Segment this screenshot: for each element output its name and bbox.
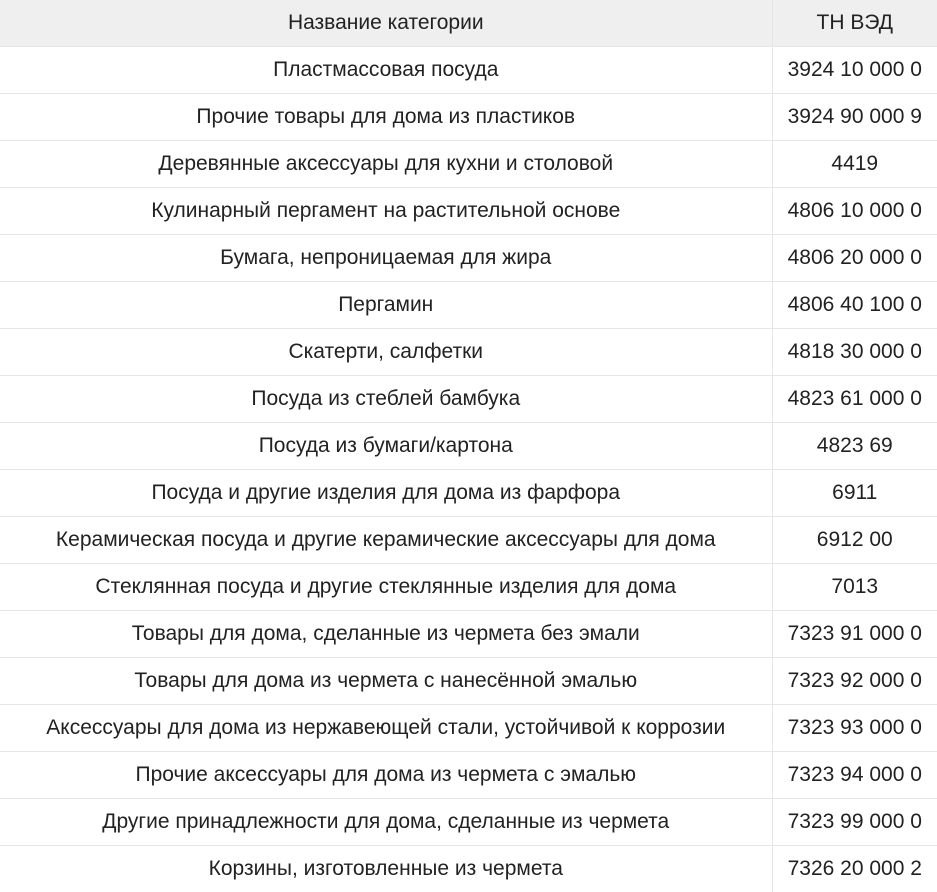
- tn-ved-code-cell: 7323 94 000 0: [772, 752, 937, 799]
- category-name-cell: Кулинарный пергамент на растительной основе: [0, 188, 772, 235]
- header-category-name: Название категории: [0, 0, 772, 47]
- table-row: [0, 47, 937, 94]
- category-name-cell: Деревянные аксессуары для кухни и столовой: [0, 141, 772, 188]
- category-name-cell: Прочие аксессуары для дома из чермета с эмалью: [0, 752, 772, 799]
- category-name-cell: Аксессуары для дома из нержавеющей стали, устойчивой к коррозии: [0, 705, 772, 752]
- table-row: [0, 470, 937, 517]
- table-row: [0, 329, 937, 376]
- category-name-cell: Пергамин: [0, 282, 772, 329]
- category-name-cell: Посуда из бумаги/картона: [0, 423, 772, 470]
- tn-ved-code-cell: 7323 93 000 0: [772, 705, 937, 752]
- table-row: [0, 799, 937, 846]
- table-row: [0, 705, 937, 752]
- tn-ved-code-cell: 7323 92 000 0: [772, 658, 937, 705]
- category-name-cell: Посуда из стеблей бамбука: [0, 376, 772, 423]
- table-header-row: [0, 0, 937, 47]
- table-row: [0, 376, 937, 423]
- tn-ved-code-cell: 7013: [772, 564, 937, 611]
- category-name-cell: Пластмассовая посуда: [0, 47, 772, 94]
- category-name-cell: Корзины, изготовленные из чермета: [0, 846, 772, 892]
- tn-ved-code-cell: 6912 00: [772, 517, 937, 564]
- table-row: [0, 235, 937, 282]
- tn-ved-code-cell: 7323 99 000 0: [772, 799, 937, 846]
- tn-ved-code-cell: 4806 40 100 0: [772, 282, 937, 329]
- tn-ved-code-cell: 6911: [772, 470, 937, 517]
- tn-ved-code-cell: 3924 90 000 9: [772, 94, 937, 141]
- category-name-cell: Скатерти, салфетки: [0, 329, 772, 376]
- table-row: [0, 423, 937, 470]
- table-row: [0, 141, 937, 188]
- category-name-cell: Бумага, непроницаемая для жира: [0, 235, 772, 282]
- category-name-cell: Товары для дома из чермета с нанесённой эмалью: [0, 658, 772, 705]
- table-row: [0, 611, 937, 658]
- table-row: [0, 282, 937, 329]
- header-tn-ved: ТН ВЭД: [772, 0, 937, 47]
- tn-ved-code-cell: 4818 30 000 0: [772, 329, 937, 376]
- tn-ved-code-cell: 4806 20 000 0: [772, 235, 937, 282]
- table-row: [0, 846, 937, 892]
- tn-ved-code-cell: 4806 10 000 0: [772, 188, 937, 235]
- tn-ved-code-cell: 4823 61 000 0: [772, 376, 937, 423]
- category-name-cell: Стеклянная посуда и другие стеклянные изделия для дома: [0, 564, 772, 611]
- tn-ved-code-cell: 3924 10 000 0: [772, 47, 937, 94]
- table-row: [0, 94, 937, 141]
- tn-ved-code-cell: 4823 69: [772, 423, 937, 470]
- tn-ved-code-cell: 7323 91 000 0: [772, 611, 937, 658]
- category-name-cell: Посуда и другие изделия для дома из фарфора: [0, 470, 772, 517]
- table-row: [0, 188, 937, 235]
- table-row: [0, 564, 937, 611]
- category-name-cell: Товары для дома, сделанные из чермета без эмали: [0, 611, 772, 658]
- category-name-cell: Прочие товары для дома из пластиков: [0, 94, 772, 141]
- category-name-cell: Керамическая посуда и другие керамические аксессуары для дома: [0, 517, 772, 564]
- table-row: [0, 517, 937, 564]
- table-row: [0, 658, 937, 705]
- tn-ved-code-cell: 4419: [772, 141, 937, 188]
- tn-ved-code-cell: 7326 20 000 2: [772, 846, 937, 892]
- table-row: [0, 752, 937, 799]
- category-name-cell: Другие принадлежности для дома, сделанные из чермета: [0, 799, 772, 846]
